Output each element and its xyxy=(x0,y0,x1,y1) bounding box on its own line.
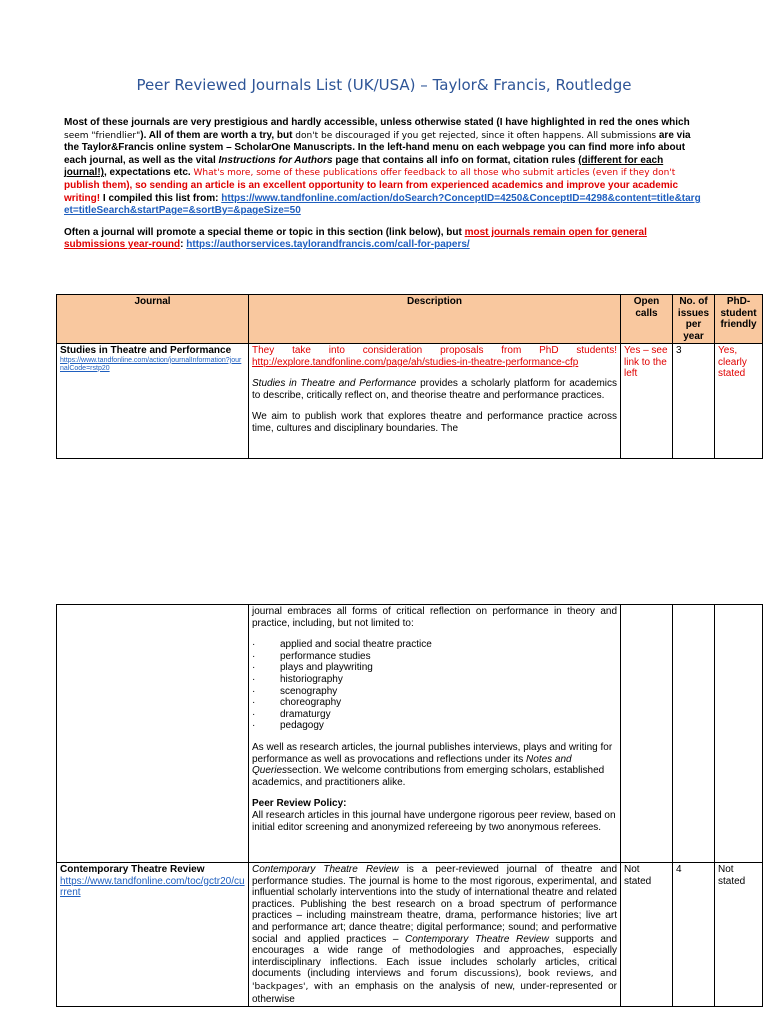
journal-link[interactable]: https://www.tandfonline.com/action/journalInformation?journalCode=rstp20 xyxy=(60,356,242,372)
journals-table-continued xyxy=(56,604,763,1007)
phd-friendly-cell: Yes, clearly stated xyxy=(715,344,763,459)
list-item: · plays and playwriting xyxy=(252,662,617,674)
phd-friendly-cell: Not stated xyxy=(715,863,763,1007)
journal-cell xyxy=(57,863,249,1007)
list-item: · performance studies xyxy=(252,651,617,663)
list-item: · pedagogy xyxy=(252,720,617,732)
journal-cell xyxy=(57,344,249,459)
peer-review-policy-heading: Peer Review Policy: xyxy=(252,798,347,810)
open-calls-cell: Not stated xyxy=(621,863,673,1007)
compiled-list-link[interactable]: https://www.tandfonline.com/action/doSearch?ConceptID=4250&ConceptID=4298&content=title&target=titleSearch&startPage=&sortBy=&pageSize=50 xyxy=(64,192,701,217)
issues-cell: 4 xyxy=(673,863,715,1007)
header-description: Description xyxy=(249,295,621,344)
cfp-link[interactable]: http://explore.tandfonline.com/page/ah/studies-in-theatre-performance-cfp xyxy=(252,356,579,368)
header-issues: No. of issues per year xyxy=(673,295,715,344)
journal-link[interactable]: https://www.tandfonline.com/toc/gctr20/current xyxy=(60,875,245,899)
call-for-papers-link[interactable]: https://authorservices.taylorandfrancis.com/call-for-papers/ xyxy=(186,239,470,251)
list-item: · dramaturgy xyxy=(252,709,617,721)
topics-list xyxy=(252,639,617,732)
table-header-row xyxy=(57,295,763,344)
table-row xyxy=(57,605,763,863)
header-journal: Journal xyxy=(57,295,249,344)
open-calls-cell: Yes – see link to the left xyxy=(621,344,673,459)
list-item: · applied and social theatre practice xyxy=(252,639,617,651)
journals-table xyxy=(56,294,763,459)
journal-name: Contemporary Theatre Review xyxy=(60,864,205,875)
list-item: · historiography xyxy=(252,674,617,686)
description-cell: Contemporary Theatre Review is a peer-reviewed journal of theatre and performance studies. The journal is home to the most rigorous, experimental, and influential scholarly interventions into the study of international theatre and related practices. Publishing the best research on a broad spectrum of performance practices – including mainstream theatre, drama, performance histories; live art and performance art; dance theatre; digital performance; sound; and performative social and applied practices – Contemporary Theatre Review supports and encourages a wide range of methodologies and approaches, especially interdisciplinary inflections. Each issue includes scholarly articles, critical documents (including interviews and forum discussions), book reviews, and 'backpages', with an emphasis on the analysis of new, under-represented or otherwise xyxy=(249,863,621,1007)
list-item: · choreography xyxy=(252,697,617,709)
intro-paragraph-2: Often a journal will promote a special theme or topic in this section (link below), but most journals remain open for general submissions year-round: https://authorservices.taylorandfrancis.com/call-for-papers/ xyxy=(64,226,647,251)
description-cell: They take into consideration proposals from PhD students! http://explore.tandfonline.com/page/ah/studies-in-theatre-performance-cfp Studies in Theatre and Performance provides a scholarly platform for academics to describe, critically reflect on, and theorise theatre and performance practices. We aim to publish work that explores theatre and performance practice across time, cultures and disciplinary boundaries. The xyxy=(249,344,621,459)
header-phd-friendly: PhD-student friendly xyxy=(715,295,763,344)
journal-name: Studies in Theatre and Performance xyxy=(60,345,232,356)
table-row xyxy=(57,344,763,459)
list-item: · scenography xyxy=(252,686,617,698)
intro-text xyxy=(64,117,704,261)
page-title: Peer Reviewed Journals List (UK/USA) – Taylor& Francis, Routledge xyxy=(136,76,632,94)
intro-paragraph-1: Most of these journals are very prestigious and hardly accessible, unless otherwise stated (I have highlighted in red the ones which seem "friendlier"). All of them are worth a try, but don't be discouraged if you get rejected, since it often happens. All submissions are via the Taylor&Francis online system – ScholarOne Manuscripts. In the left-hand menu on each webpage you can find more info about each journal, as well as the vital Instructions for Authors page that contains all info on format, citation rules (different for each journal!), expectations etc. What's more, some of these publications offer feedback to all those who submit articles (even if they don't publish them), so sending an article is an excellent opportunity to learn from experienced academics and improve your academic writing! I compiled this list from: https://www.tandfonline.com/action/doSearch?ConceptID=4250&ConceptID=4298&content=title&target=titleSearch&startPage=&sortBy=&pageSize=50 xyxy=(64,117,701,217)
description-cell-continued: journal embraces all forms of critical reflection on performance in theory and practice, including, but not limited to: · applied and social theatre practice · performance studies · plays and playwriting · historiography · scenography · choreography · dramaturgy · pedagogy As well as research articles, the journal publishes interviews, plays and writing for performance as well as provocations and reflections under its Notes and Queriessection. We welcome contributions from emerging scholars, established academics, and practitioners alike. Peer Review Policy: All research articles in this journal have undergone rigorous peer review, based on initial editor screening and anonymized refereeing by two anonymous referees. xyxy=(249,605,621,863)
table-row xyxy=(57,863,763,1007)
header-open-calls: Open calls xyxy=(621,295,673,344)
issues-cell: 3 xyxy=(673,344,715,459)
